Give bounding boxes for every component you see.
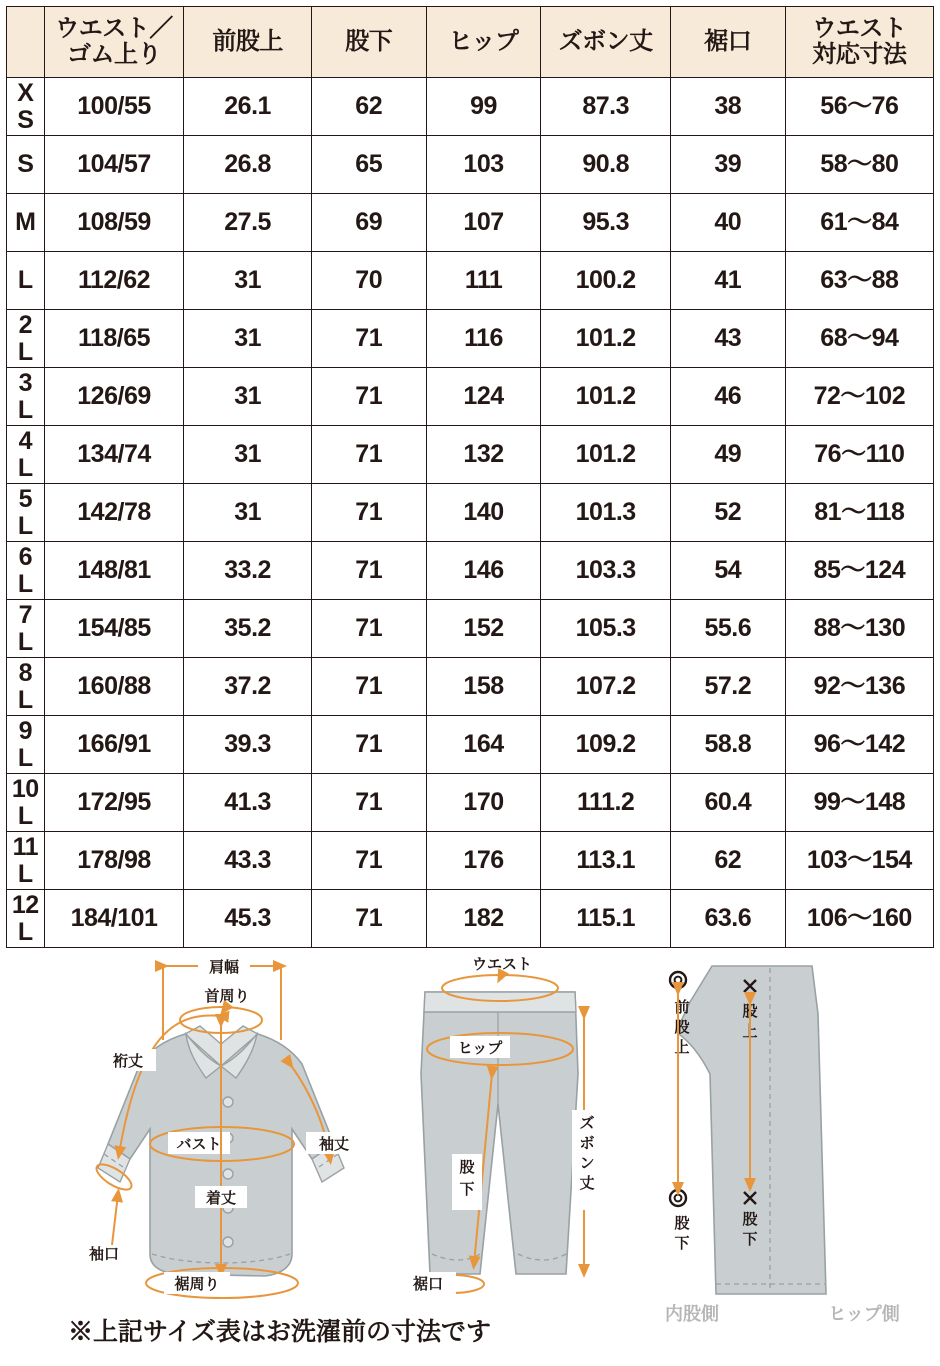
cell-front-rise: 41.3 [184, 774, 311, 832]
cell-waist: 126/69 [44, 368, 184, 426]
cell-waist: 160/88 [44, 658, 184, 716]
cell-hem: 54 [670, 542, 785, 600]
cell-hem: 63.6 [670, 890, 785, 948]
label-pants-length-1: ズ [579, 1115, 595, 1132]
cell-inseam: 71 [311, 716, 426, 774]
header-waist: ウエスト／ ゴム上り [44, 7, 184, 78]
cell-front-rise: 26.8 [184, 136, 311, 194]
label-pants-waist: ウエスト [471, 956, 533, 973]
cell-hip: 152 [426, 600, 541, 658]
cell-hem: 60.4 [670, 774, 785, 832]
label-inner-thigh-side: 内股側 [665, 1304, 719, 1324]
cell-waist-fit: 92〜136 [785, 658, 933, 716]
label-hip-side: ヒップ側 [828, 1304, 900, 1324]
label-pants-length-4: 丈 [579, 1175, 595, 1192]
cell-hip: 111 [426, 252, 541, 310]
cell-waist: 108/59 [44, 194, 184, 252]
cell-waist: 134/74 [44, 426, 184, 484]
label-pants-length-3: ン [579, 1155, 595, 1172]
jacket-illustration [78, 954, 362, 1354]
cell-front-rise: 31 [184, 252, 311, 310]
cell-waist: 100/55 [44, 78, 184, 136]
illustration-svg [0, 954, 940, 1354]
cell-hem: 39 [670, 136, 785, 194]
cell-hem: 55.6 [670, 600, 785, 658]
table-row [7, 484, 934, 542]
header-row [7, 7, 934, 78]
label-pants-hem: 裾口 [412, 1276, 444, 1293]
cell-pants-length: 103.3 [541, 542, 670, 600]
header-waist-fit: ウエスト 対応寸法 [785, 7, 933, 78]
cell-waist-fit: 58〜80 [785, 136, 933, 194]
cell-waist-fit: 96〜142 [785, 716, 933, 774]
cell-hip: 124 [426, 368, 541, 426]
cell-size: 5 L [7, 484, 45, 542]
cell-waist: 172/95 [44, 774, 184, 832]
label-front-rise-1: 前 [674, 999, 690, 1016]
cell-waist-fit: 76〜110 [785, 426, 933, 484]
cell-size: 2 L [7, 310, 45, 368]
cell-inseam: 71 [311, 426, 426, 484]
cell-front-rise: 31 [184, 484, 311, 542]
table-row [7, 252, 934, 310]
label-front-rise-2: 股 [674, 1019, 690, 1036]
header-hem: 裾口 [670, 7, 785, 78]
cell-size: 7 L [7, 600, 45, 658]
cell-pants-length: 113.1 [541, 832, 670, 890]
label-sleeve-length: 袖丈 [318, 1136, 350, 1153]
cell-hip: 158 [426, 658, 541, 716]
cell-front-rise: 37.2 [184, 658, 311, 716]
cell-size: S [7, 136, 45, 194]
size-chart-page [0, 6, 940, 1366]
measurement-illustrations [0, 954, 940, 1354]
cell-hip: 132 [426, 426, 541, 484]
cell-hip: 116 [426, 310, 541, 368]
label-cuff: 袖口 [88, 1246, 120, 1263]
cell-waist-fit: 56〜76 [785, 78, 933, 136]
cell-hem: 41 [670, 252, 785, 310]
cell-hem: 62 [670, 832, 785, 890]
table-header [7, 7, 934, 78]
cell-hem: 49 [670, 426, 785, 484]
table-row [7, 542, 934, 600]
label-shoulder-width: 肩幅 [208, 959, 240, 976]
cell-waist: 112/62 [44, 252, 184, 310]
table-row [7, 658, 934, 716]
cell-front-rise: 39.3 [184, 716, 311, 774]
cell-hem: 40 [670, 194, 785, 252]
cell-size: 11 L [7, 832, 45, 890]
cell-inseam: 71 [311, 658, 426, 716]
cell-pants-length: 101.3 [541, 484, 670, 542]
cell-size: L [7, 252, 45, 310]
cell-size: 6 L [7, 542, 45, 600]
cell-hip: 182 [426, 890, 541, 948]
table-row [7, 890, 934, 948]
cell-inseam: 71 [311, 832, 426, 890]
label-bust: バスト [176, 1136, 222, 1153]
cell-inseam: 70 [311, 252, 426, 310]
cell-inseam: 62 [311, 78, 426, 136]
cell-waist: 118/65 [44, 310, 184, 368]
label-body-length: 着丈 [205, 1190, 237, 1207]
label-front-rise-3: 上 [674, 1039, 690, 1056]
cell-size: 9 L [7, 716, 45, 774]
table-row [7, 194, 934, 252]
cell-inseam: 71 [311, 368, 426, 426]
cell-pants-length: 87.3 [541, 78, 670, 136]
table-row [7, 832, 934, 890]
cell-hem: 38 [670, 78, 785, 136]
label-hem-round: 裾周り [174, 1276, 220, 1293]
cell-pants-length: 115.1 [541, 890, 670, 948]
cell-front-rise: 45.3 [184, 890, 311, 948]
cell-waist-fit: 68〜94 [785, 310, 933, 368]
cell-hip: 176 [426, 832, 541, 890]
size-table [6, 6, 934, 948]
cell-waist: 142/78 [44, 484, 184, 542]
cell-hip: 146 [426, 542, 541, 600]
cell-pants-length: 101.2 [541, 368, 670, 426]
cell-waist-fit: 99〜148 [785, 774, 933, 832]
cell-pants-length: 90.8 [541, 136, 670, 194]
cell-waist-fit: 88〜130 [785, 600, 933, 658]
cell-pants-length: 101.2 [541, 310, 670, 368]
table-row [7, 426, 934, 484]
header-front-rise: 前股上 [184, 7, 311, 78]
cell-waist: 178/98 [44, 832, 184, 890]
label-pants-length-2: ボ [579, 1135, 595, 1152]
cell-waist-fit: 81〜118 [785, 484, 933, 542]
cell-pants-length: 109.2 [541, 716, 670, 774]
cell-inseam: 71 [311, 310, 426, 368]
cell-waist: 148/81 [44, 542, 184, 600]
header-size [7, 7, 45, 78]
cell-pants-length: 107.2 [541, 658, 670, 716]
table-row [7, 136, 934, 194]
table-row [7, 78, 934, 136]
cell-pants-length: 101.2 [541, 426, 670, 484]
cell-waist-fit: 103〜154 [785, 832, 933, 890]
cell-size: 3 L [7, 368, 45, 426]
cell-inseam: 71 [311, 600, 426, 658]
cell-front-rise: 26.1 [184, 78, 311, 136]
cell-pants-length: 105.3 [541, 600, 670, 658]
cell-waist-fit: 85〜124 [785, 542, 933, 600]
cell-pants-length: 100.2 [541, 252, 670, 310]
cell-front-rise: 43.3 [184, 832, 311, 890]
label-pants-inseam-2: 下 [459, 1181, 475, 1198]
cell-size: 12 L [7, 890, 45, 948]
cell-size: X S [7, 78, 45, 136]
label-detail-inseam-left-2: 下 [674, 1235, 690, 1252]
cell-front-rise: 31 [184, 368, 311, 426]
cell-size: 10 L [7, 774, 45, 832]
cell-waist: 104/57 [44, 136, 184, 194]
label-sleeve-reach: 裄丈 [112, 1053, 144, 1070]
label-pants-hip: ヒップ [457, 1040, 503, 1057]
cell-front-rise: 33.2 [184, 542, 311, 600]
rise-detail-illustration [665, 966, 900, 1324]
cell-waist-fit: 61〜84 [785, 194, 933, 252]
cell-front-rise: 31 [184, 426, 311, 484]
pants-illustration [404, 954, 602, 1294]
label-pants-inseam-1: 股 [459, 1159, 475, 1176]
label-neck: 首周り [204, 988, 250, 1005]
cell-inseam: 65 [311, 136, 426, 194]
cell-hem: 52 [670, 484, 785, 542]
table-row [7, 774, 934, 832]
cell-waist-fit: 63〜88 [785, 252, 933, 310]
cell-waist: 154/85 [44, 600, 184, 658]
table-row [7, 600, 934, 658]
header-inseam: 股下 [311, 7, 426, 78]
cell-front-rise: 27.5 [184, 194, 311, 252]
cell-size: 8 L [7, 658, 45, 716]
table-body [7, 78, 934, 948]
cell-size: 4 L [7, 426, 45, 484]
cell-hem: 43 [670, 310, 785, 368]
wash-note: ※上記サイズ表はお洗濯前の寸法です [68, 1318, 492, 1346]
cell-pants-length: 95.3 [541, 194, 670, 252]
label-detail-inseam-right-1: 股 [742, 1211, 758, 1228]
cell-waist-fit: 106〜160 [785, 890, 933, 948]
label-detail-inseam-left-1: 股 [674, 1215, 690, 1232]
cell-inseam: 71 [311, 542, 426, 600]
header-pants-length: ズボン丈 [541, 7, 670, 78]
cell-hem: 46 [670, 368, 785, 426]
label-detail-inseam-right-2: 下 [742, 1231, 758, 1248]
table-row [7, 368, 934, 426]
cell-hem: 57.2 [670, 658, 785, 716]
cell-hem: 58.8 [670, 716, 785, 774]
cell-front-rise: 35.2 [184, 600, 311, 658]
cell-size: M [7, 194, 45, 252]
cell-inseam: 71 [311, 774, 426, 832]
cell-waist: 166/91 [44, 716, 184, 774]
label-rise-1: 股 [742, 1003, 758, 1020]
header-hip: ヒップ [426, 7, 541, 78]
cell-hip: 170 [426, 774, 541, 832]
cell-inseam: 71 [311, 484, 426, 542]
cell-inseam: 71 [311, 890, 426, 948]
cell-hip: 107 [426, 194, 541, 252]
cell-hip: 140 [426, 484, 541, 542]
table-row [7, 310, 934, 368]
cell-inseam: 69 [311, 194, 426, 252]
cell-hip: 164 [426, 716, 541, 774]
cell-pants-length: 111.2 [541, 774, 670, 832]
label-rise-2: 上 [742, 1023, 758, 1040]
cell-hip: 99 [426, 78, 541, 136]
cell-front-rise: 31 [184, 310, 311, 368]
cell-hip: 103 [426, 136, 541, 194]
cell-waist-fit: 72〜102 [785, 368, 933, 426]
table-row [7, 716, 934, 774]
cell-waist: 184/101 [44, 890, 184, 948]
